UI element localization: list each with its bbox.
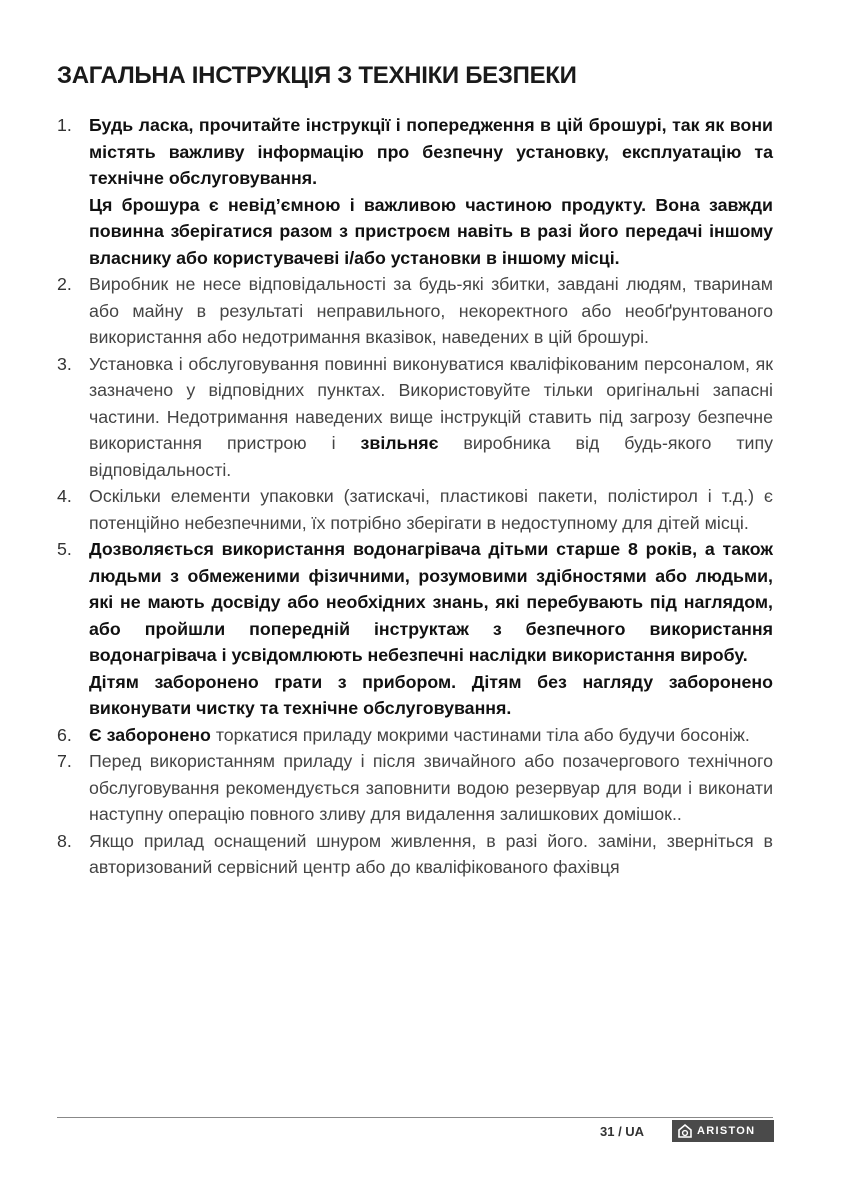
item-number: 6. [57,724,72,745]
item-text: Виробник не несе відповідальності за будь-які збитки, завдані людям, тваринам або майну в результаті неправильного, некоректного або необґрунтованого використання або недотримання вказівок, наведених в цій брошурі. [89,274,773,347]
item-number: 4. [57,486,72,506]
item-number: 1. [57,115,72,135]
item-text: Дозволяється використання водонагрівача дітьми старше 8 років, а також людьми з обмеженими фізичними, розумовими здібностями або людьми, які не мають досвіду або необхідних знань, які перебувають під наглядом, або пройшли попередній інструктаж з безпечного використання водонагрівача і усвідомлюють небезпечні наслідки використання виробу. [89,539,773,665]
item-number: 3. [57,353,72,374]
list-item [57,483,773,536]
page-number: 31 / UA [600,1124,645,1139]
item-number: 8. [57,830,72,851]
item-number: 7. [57,751,72,771]
item-text [89,351,773,484]
list-item [57,828,773,881]
item-text-part: торкатися приладу мокрими частинами тіла або будучи босоніж. [215,724,750,745]
brand-name: ARISTON [697,1125,756,1137]
item-bold-text: Є заборонено [89,724,211,745]
item-text: Якщо прилад оснащений шнуром живлення, в разі його. заміни, зверніться в авторизований сервісний центр або до кваліфікованого фахівця [89,830,773,877]
item-text: Будь ласка, прочитайте інструкції і попередження в цій брошурі, так як вони містять важливу інформацію про безпечну установку, експлуатацію та технічне обслуговування. [89,115,773,188]
item-text-part: Установка і обслуговування повинні виконуватися кваліфікованим персоналом, як зазначено у відповідних пунктах. Використовуйте тільки оригінальні запасні частини. Недотримання наведених вище інструкцій ставить під загрозу безпечне використання пристрою і [89,353,773,453]
list-item [57,112,773,271]
list-item [57,536,773,722]
footer-divider [57,1117,773,1118]
list-item [57,351,773,484]
item-text: Дітям заборонено грати з прибором. Дітям без нагляду заборонено виконувати чистку та технічне обслуговування. [89,671,773,718]
item-text: Оскільки елементи упаковки (затискачі, пластикові пакети, полістирол і т.д.) є потенційно небезпечними, їх потрібно зберігати в недоступному для дітей місці. [89,486,773,533]
item-text: Ця брошура є невід’ємною і важливою частиною продукту. Вона завжди повинна зберігатися разом з пристроєм навіть в разі його передачі іншому власнику або користувачеві і/або установки в іншому місці. [89,194,773,268]
ariston-logo-icon [677,1123,693,1139]
page-title: ЗАГАЛЬНА ІНСТРУКЦІЯ З ТЕХНІКИ БЕЗПЕКИ [57,62,577,89]
safety-instructions-list [57,112,773,881]
item-bold-text: звільняє [360,433,439,453]
item-text-part: виробника від будь-якого типу відповідальності. [89,433,773,480]
list-item [57,271,773,351]
item-text [89,722,773,749]
item-number: 2. [57,274,72,294]
item-text: Перед використанням приладу і після звичайного або позачергового технічного обслуговування рекомендується заповнити водою резервуар для води і виконати наступну операцію повного зливу для видалення залишкових домішок.. [89,751,773,824]
list-item [57,748,773,828]
brand-logo [672,1120,774,1142]
item-number: 5. [57,539,72,559]
list-item [57,722,773,749]
